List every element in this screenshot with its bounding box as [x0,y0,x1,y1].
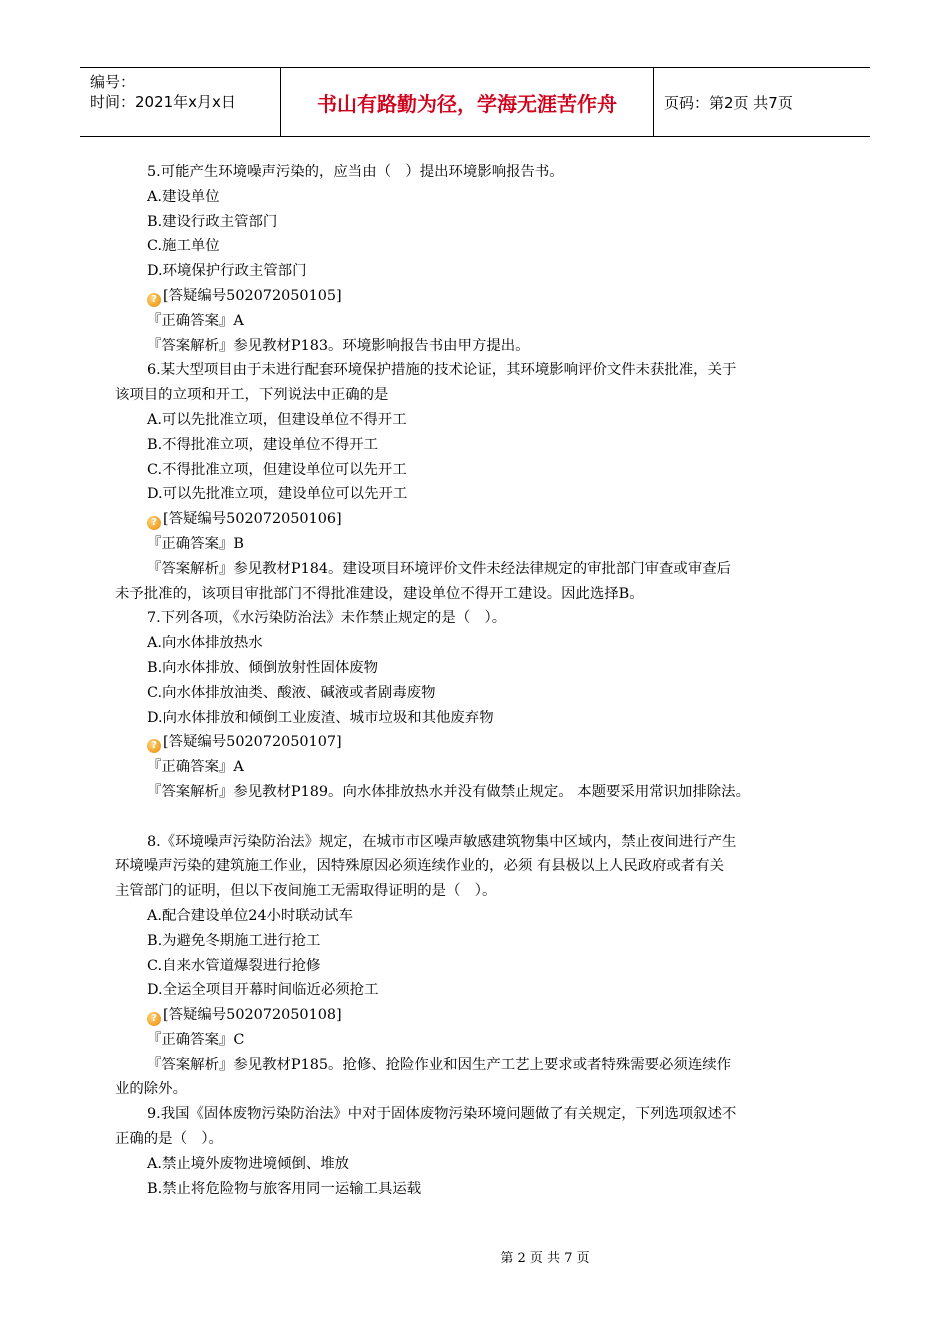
line-text: B.不得批准立项，建设单位不得开工 [147,436,379,453]
line-text: 『答案解析』参见教材P183。环境影响报告书由甲方提出。 [147,337,530,354]
line-text: 『正确答案』C [147,1031,245,1048]
line-text: 『答案解析』参见教材P185。抢修、抢险作业和因生产工艺上要求或者特殊需要必须连续作 [147,1056,731,1073]
line-text: A.可以先批准立项，但建设单位不得开工 [147,411,407,428]
text-line [115,606,840,631]
line-text: 『正确答案』A [147,312,244,329]
text-line [115,1102,840,1127]
text-line [115,1077,840,1102]
line-text: A.建设单位 [147,188,220,205]
line-text: 主管部门的证明，但以下夜间施工无需取得证明的是（ ）。 [115,883,497,900]
text-line [115,631,840,656]
question-mark-icon: ? [147,1012,161,1026]
line-text: C.不得批准立项，但建设单位可以先开工 [147,461,407,478]
line-text: C.向水体排放油类、酸液、碱液或者剧毒废物 [147,684,436,701]
text-line [115,830,840,855]
answer-query-line [115,507,840,532]
page-footer: 第 2 页 共 7 页 [500,1251,590,1266]
text-line [115,532,840,557]
line-text: D.向水体排放和倾倒工业废渣、城市垃圾和其他废弃物 [147,709,494,726]
answer-query-line [115,1003,840,1028]
document-date-label: 时间：2021年x月x日 [90,93,236,111]
document-body [115,160,840,1201]
line-text: 『答案解析』参见教材P184。建设项目环境评价文件未经法律规定的审批部门审查或审查后 [147,560,731,577]
line-text: 6.某大型项目由于未进行配套环境保护措施的技术论证，其环境影响评价文件未获批准，关于 [147,362,737,379]
text-line [115,234,840,259]
line-text: 8.《环境噪声污染防治法》规定，在城市市区噪声敏感建筑物集中区域内，禁止夜间进行产生 [147,833,737,850]
blank-line [115,805,840,830]
text-line [115,929,840,954]
text-line [115,978,840,1003]
line-text: [答疑编号502072050106] [163,511,342,528]
text-line [115,1152,840,1177]
text-line [115,433,840,458]
text-line [115,656,840,681]
line-text: D.全运全项目开幕时间临近必须抢工 [147,982,379,999]
text-line [115,334,840,359]
line-text: 业的除外。 [115,1081,187,1098]
line-text: 环境噪声污染的建筑施工作业，因特殊原因必须连续作业的，必须 有县极以上人民政府或者有关 [115,858,724,875]
text-line [115,557,840,582]
text-line [115,482,840,507]
text-line [115,160,840,185]
text-line [115,1177,840,1202]
line-text: 7.下列各项，《水污染防治法》未作禁止规定的是（ ）。 [147,610,507,627]
document-number-label: 编号： [90,73,136,91]
text-line [115,1028,840,1053]
text-line [115,458,840,483]
text-line [115,706,840,731]
text-line [115,904,840,929]
line-text: [答疑编号502072050108] [163,1007,342,1024]
text-line [115,780,840,805]
text-line [115,185,840,210]
text-line [115,383,840,408]
line-text: 该项目的立项和开工，下列说法中正确的是 [115,387,389,404]
text-line [115,1127,840,1152]
line-text: B.建设行政主管部门 [147,213,278,230]
answer-query-line [115,730,840,755]
text-line [115,259,840,284]
text-line [115,408,840,433]
line-text: C.施工单位 [147,238,220,255]
header-page-info: 页码：第2页 共7页 [664,93,793,112]
answer-query-line [115,284,840,309]
line-text: 正确的是（ ）。 [115,1131,223,1148]
line-text: 5.可能产生环境噪声污染的，应当由（ ）提出环境影响报告书。 [147,164,564,180]
question-mark-icon: ? [147,516,161,530]
line-text: 『正确答案』A [147,759,244,776]
line-text: A.向水体排放热水 [147,635,263,652]
text-line [115,854,840,879]
text-line [115,582,840,607]
header-motto: 书山有路勤为径，学海无涯苦作舟 [281,68,654,136]
line-text: 『正确答案』B [147,535,244,552]
line-text: B.向水体排放、倾倒放射性固体废物 [147,659,379,676]
line-text: A.禁止境外废物进境倾倒、堆放 [147,1155,350,1172]
line-text: D.环境保护行政主管部门 [147,263,307,280]
text-line [115,954,840,979]
page-header [80,67,870,137]
header-meta [80,68,281,136]
line-text: C.自来水管道爆裂进行抢修 [147,957,321,974]
text-line [115,210,840,235]
question-mark-icon: ? [147,293,161,307]
line-text: [答疑编号502072050107] [163,734,342,751]
line-text: D.可以先批准立项，建设单位可以先开工 [147,486,408,503]
line-text: A.配合建设单位24小时联动试车 [147,907,353,924]
text-line [115,1053,840,1078]
line-text: B.为避免冬期施工进行抢工 [147,932,321,949]
line-text: 9.我国《固体废物污染防治法》中对于固体废物污染环境问题做了有关规定，下列选项叙述不 [147,1106,737,1123]
line-text: 未予批准的，该项目审批部门不得批准建设，建设单位不得开工建设。因此选择B。 [115,585,644,602]
line-text: [答疑编号502072050105] [163,287,342,304]
text-line [115,358,840,383]
line-text: 『答案解析』参见教材P189。向水体排放热水并没有做禁止规定。 本题要采用常识加排除法。 [147,783,750,800]
text-line [115,309,840,334]
text-line [115,681,840,706]
line-text: B.禁止将危险物与旅客用同一运输工具运载 [147,1180,422,1197]
question-mark-icon: ? [147,739,161,753]
text-line [115,755,840,780]
text-line [115,879,840,904]
